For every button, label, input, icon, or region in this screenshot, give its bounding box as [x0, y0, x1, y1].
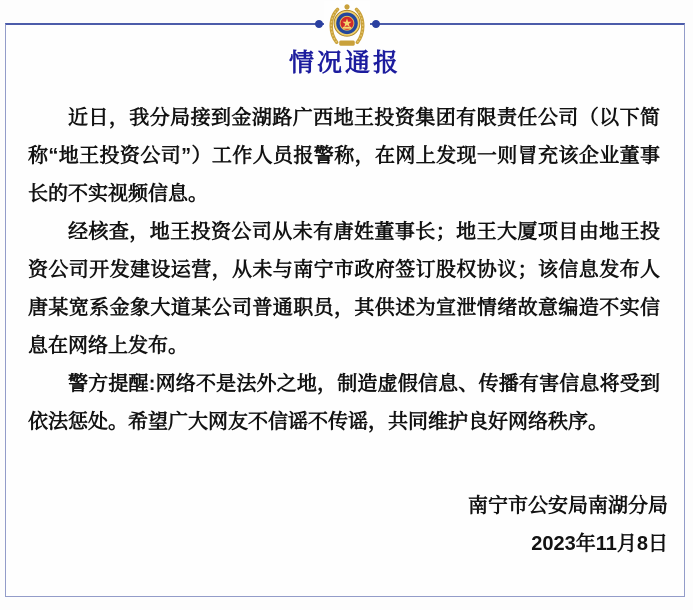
decorative-dot-right [372, 20, 380, 28]
notice-body [6, 99, 684, 441]
notice-border-box [5, 23, 685, 597]
police-badge-icon [324, 1, 370, 49]
issuing-authority: 南宁市公安局南湖分局 [468, 495, 668, 517]
notice-paragraph: 经核查，地王投资公司从未有唐姓董事长；地王大厦项目由地王投资公司开发建设运营，从未与南宁市政府签订股权协议；该信息发布人唐某宽系金象大道某公司普通职员，其供述为宣泄情绪故意编造不实信息在网络上发布。 [28, 221, 660, 357]
notice-title: 情况通报 [288, 49, 401, 77]
decorative-dot-left [315, 20, 323, 28]
notice-paragraph: 警方提醒:网络不是法外之地，制造虚假信息、传播有害信息将受到依法惩处。希望广大网友不信谣不传谣，共同维护良好网络秩序。 [28, 373, 660, 433]
issue-date: 2023年11月8日 [531, 533, 668, 555]
notice-paragraph: 近日，我分局接到金湖路广西地王投资集团有限责任公司（以下简称“地王投资公司”）工作人员报警称，在网上发现一则冒充该企业董事长的不实视频信息。 [28, 107, 660, 205]
police-badge-svg [328, 2, 366, 48]
signature-block [6, 487, 684, 563]
